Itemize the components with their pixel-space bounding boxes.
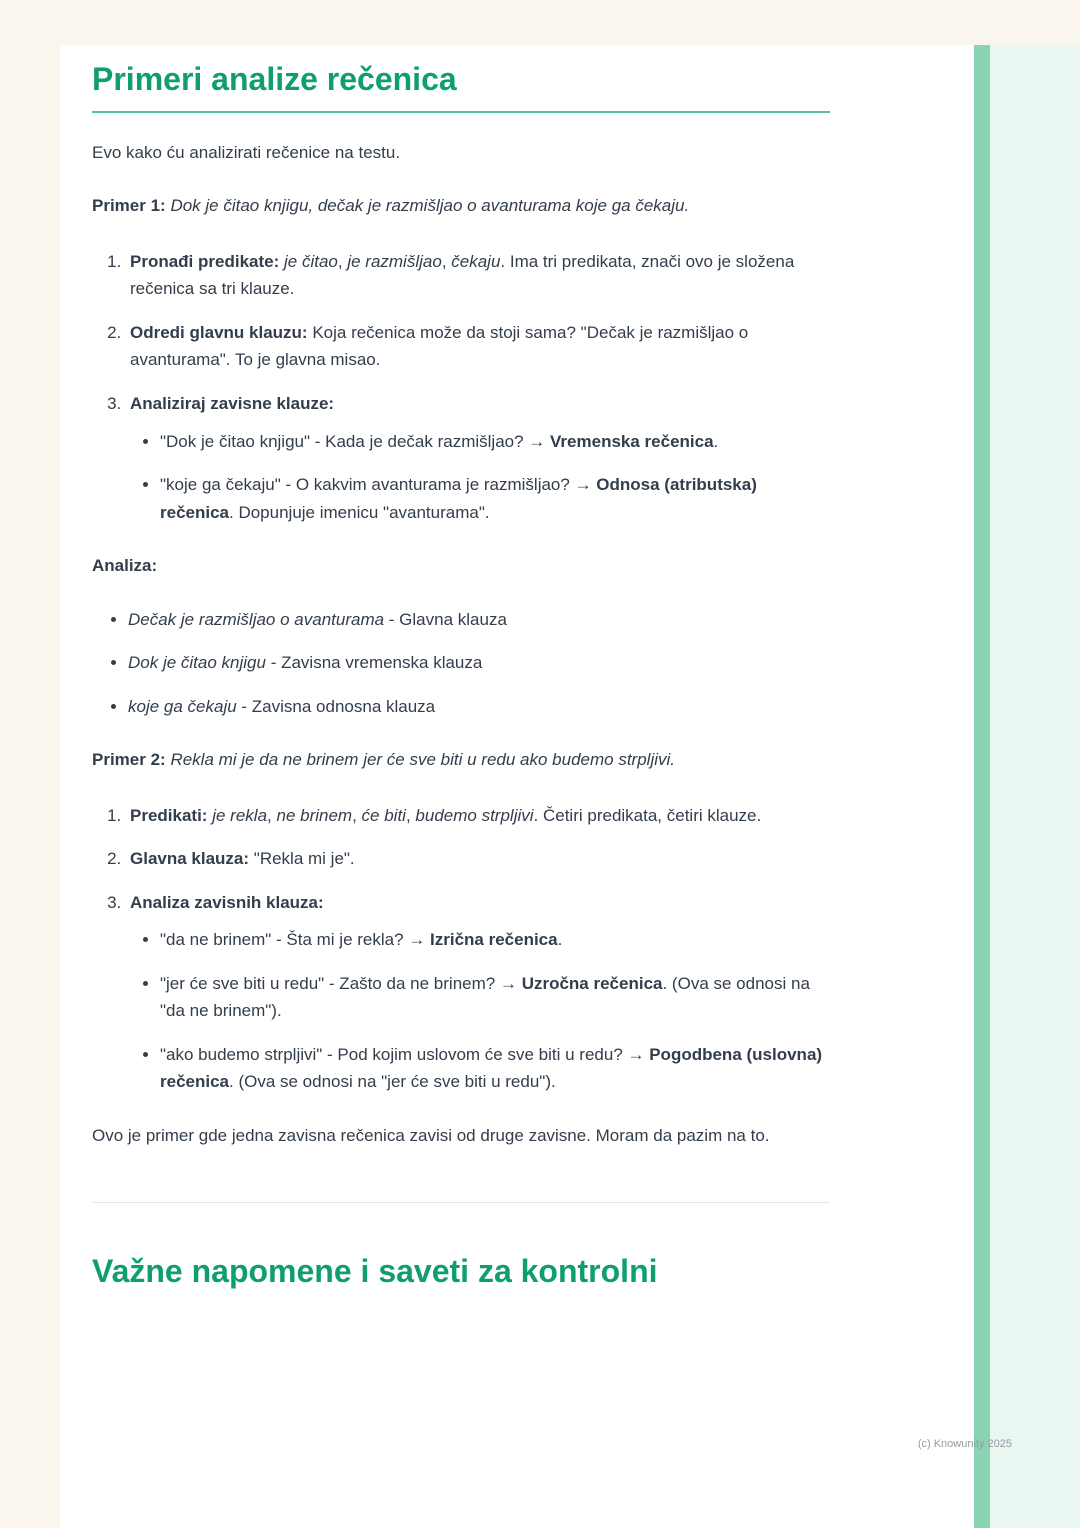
text-segment: Dok je čitao knjigu (128, 653, 266, 673)
text-segment: , (441, 251, 452, 271)
text-segment: Analiza zavisnih klauza: (130, 892, 324, 912)
bullet-text (128, 653, 482, 672)
text-segment: je razmišljao (347, 251, 442, 271)
text-segment: Izrična rečenica (430, 930, 558, 950)
text-segment: Odnosa (atributska) rečenica (160, 475, 757, 522)
text-segment: Pronađi predikate: (130, 251, 280, 271)
bullet-text (160, 930, 562, 949)
bullet-text (160, 1045, 822, 1092)
bullet-text (128, 697, 435, 716)
text-segment: "jer će sve biti u redu" - Zašto da ne brinem? → (160, 973, 522, 993)
step-text (130, 252, 794, 299)
document-content (60, 45, 974, 1289)
text-segment: "Dok je čitao knjigu" - Kada je dečak razmišljao? → (160, 431, 551, 451)
section-divider (92, 1202, 830, 1203)
text-segment: Rekla mi je da ne brinem jer će sve biti u redu ako budemo strpljivi. (170, 750, 676, 770)
text-segment: , (267, 805, 277, 825)
text-segment: "Rekla mi je". (249, 849, 355, 869)
text-segment: će biti (361, 805, 406, 825)
list-item (126, 390, 830, 526)
text-segment: je čitao (284, 251, 338, 271)
text-segment: - Zavisna vremenska klauza (265, 653, 483, 673)
step-text (130, 323, 748, 370)
bullet-text (128, 610, 507, 629)
text-segment: Dečak je razmišljao o avanturama (128, 609, 385, 629)
step-text (130, 806, 761, 825)
list-item (128, 693, 830, 721)
list-item (160, 970, 830, 1025)
list-item (126, 845, 830, 873)
right-green-stripe (974, 45, 990, 1528)
text-segment: budemo strpljivi (415, 805, 534, 825)
text-segment: koje ga čekaju (128, 696, 237, 716)
document-page (60, 45, 974, 1528)
step-text (130, 394, 334, 413)
text-segment: Koja rečenica može da stoji sama? "Dečak je razmišljao o avanturama". To je glavna misao. (130, 322, 749, 370)
example1-lead (92, 192, 830, 220)
text-segment: Odredi glavnu klauzu: (130, 322, 308, 342)
text-segment: Vremenska rečenica (550, 431, 714, 451)
bullet-text (160, 432, 718, 451)
text-segment: Dok je čitao knjigu, dečak je razmišljao o avanturama koje ga čekaju. (170, 196, 690, 216)
text-segment: . Dopunjuje imenicu "avanturama". (229, 502, 490, 522)
closing-paragraph: Ovo je primer gde jedna zavisna rečenica zavisi od druge zavisne. Moram da pazim na to. (92, 1126, 770, 1146)
right-mint-panel (990, 45, 1080, 1528)
analysis-list (92, 606, 830, 721)
text-segment: . (Ova se odnosi na "da ne brinem"). (160, 973, 810, 1021)
page-title: Primeri analize rečenica (92, 61, 457, 97)
text-segment: Predikati: (130, 805, 208, 825)
step-text (130, 849, 355, 868)
text-segment: Primer 1: (92, 196, 166, 216)
example2-steps-list (92, 802, 830, 1096)
text-segment: , (405, 805, 416, 825)
section2-title: Važne napomene i saveti za kontrolni (92, 1252, 658, 1289)
bullet-text (160, 475, 757, 522)
list-item (160, 428, 830, 456)
watermark: (c) Knowunity 2025 (917, 1438, 1012, 1450)
bullet-text (160, 974, 810, 1021)
list-item (160, 471, 830, 526)
list-item (160, 926, 830, 954)
text-segment: Analiziraj zavisne klauze: (130, 393, 335, 413)
text-segment: je rekla (212, 805, 268, 825)
text-segment: . (557, 930, 563, 950)
text-segment: "ako budemo strpljivi" - Pod kojim uslovom će sve biti u redu? → (160, 1044, 650, 1064)
text-segment: Uzročna rečenica (521, 973, 663, 993)
text-segment: Pogodbena (uslovna) rečenica (160, 1044, 823, 1092)
text-segment: Glavna klauza: (130, 849, 250, 869)
text-segment: "da ne brinem" - Šta mi je rekla? → (160, 930, 431, 950)
text-segment: , (352, 805, 362, 825)
text-segment: . Ima tri predikata, znači ovo je složena rečenica sa tri klauze. (130, 251, 795, 299)
analysis-label: Analiza: (92, 556, 158, 576)
text-segment: čekaju (451, 251, 501, 271)
text-segment: Primer 2: (92, 750, 166, 770)
example1-substeps-list (130, 428, 830, 527)
list-item (128, 606, 830, 634)
example2-lead (92, 746, 830, 774)
intro-paragraph: Evo kako ću analizirati rečenice na testu. (92, 142, 401, 162)
text-segment: - Zavisna odnosna klauza (236, 696, 436, 716)
text-segment: . Četiri predikata, četiri klauze. (533, 805, 762, 825)
list-item (160, 1041, 830, 1096)
text-segment: - Glavna klauza (384, 609, 507, 629)
text-segment: ne brinem (276, 805, 353, 825)
list-item (126, 802, 830, 830)
text-segment: . (713, 431, 719, 451)
step-text (130, 893, 324, 912)
example2-substeps-list (130, 926, 830, 1096)
list-item (126, 248, 830, 303)
text-segment: , (337, 251, 348, 271)
title-underline (92, 111, 830, 113)
list-item (126, 319, 830, 374)
list-item (128, 649, 830, 677)
list-item (126, 889, 830, 1096)
example1-steps-list (92, 248, 830, 526)
text-segment: "koje ga čekaju" - O kakvim avanturama je razmišljao? → (160, 475, 597, 495)
text-segment: . (Ova se odnosi na "jer će sve biti u redu"). (229, 1072, 556, 1092)
